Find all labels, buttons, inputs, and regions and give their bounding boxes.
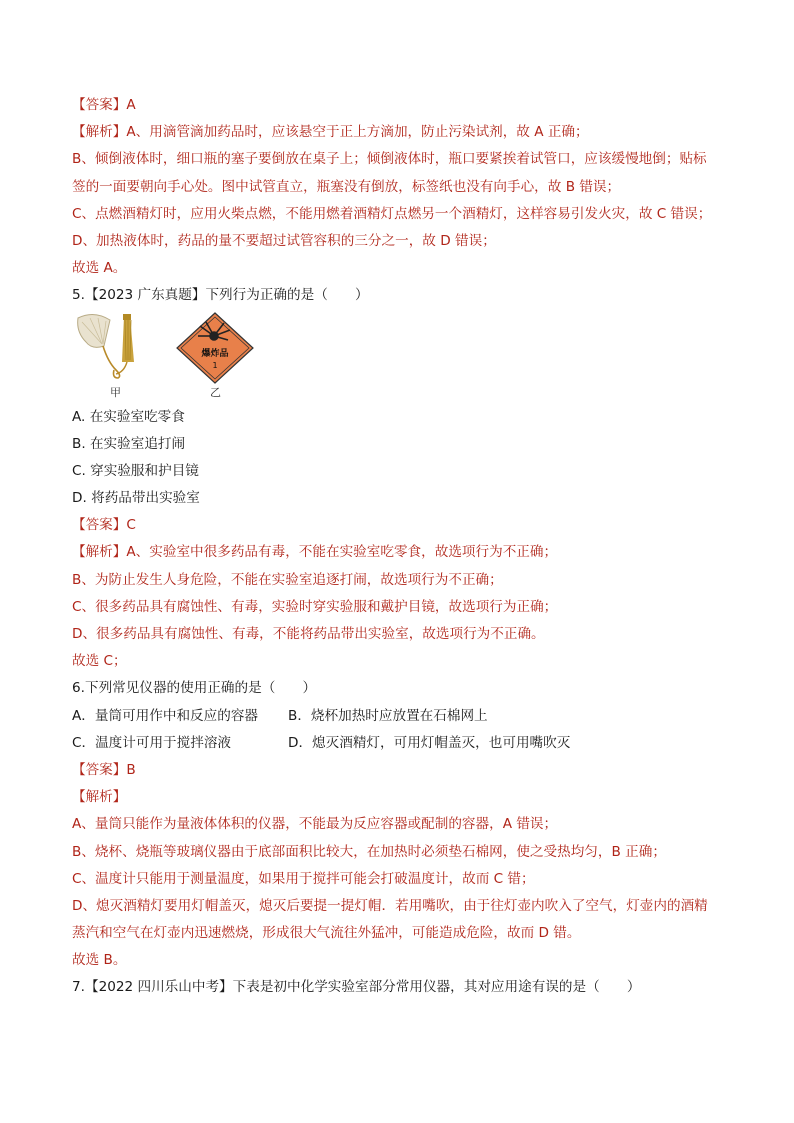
- q4-analysis-line-5: D、加热液体时，药品的量不要超过试管容积的三分之一，故 D 错误；: [72, 232, 496, 249]
- q5-answer: 【答案】C: [72, 517, 136, 534]
- q4-conclusion: 故选 A。: [72, 260, 127, 277]
- q5-analysis-line-3: C、很多药品具有腐蚀性、有毒，实验时穿实验服和戴护目镜，故选项行为正确；: [72, 598, 558, 615]
- q4-answer: 【答案】A: [72, 97, 136, 113]
- q5-analysis-line-2: B、为防止发生人身危险，不能在实验室追逐打闹，故选项行为不正确；: [72, 571, 503, 588]
- q6-options-row-2: [72, 730, 732, 757]
- q5-option-c: C. 穿实验服和护目镜: [72, 462, 199, 479]
- q4-analysis-line-2: B、倾倒液体时，细口瓶的塞子要倒放在桌子上；倾倒液体时，瓶口要紧挨着试管口，应该缓慢地倒；贴标: [72, 151, 707, 168]
- q5-option-a: A. 在实验室吃零食: [72, 408, 185, 425]
- q6-analysis-line-5: 蒸汽和空气在灯壶内迅速燃烧，形成很大气流往外猛冲，可能造成危险，故而 D 错。: [72, 925, 581, 942]
- q4-analysis-label: 【解析】: [72, 124, 127, 141]
- explosive-hazard-sign: [176, 312, 254, 399]
- q5-stem: 5.【2023 广东真题】下列行为正确的是（ ）: [72, 287, 369, 304]
- q6-stem: 6.下列常见仪器的使用正确的是（ ）: [72, 680, 317, 697]
- ginkgo-leaf-icon: [72, 312, 152, 380]
- q6-option-c: C．温度计可用于搅拌溶液: [72, 734, 232, 751]
- q5-analysis-line-1: 【解析】A、实验室中很多药品有毒，不能在实验室吃零食，故选项行为不正确；: [72, 544, 558, 561]
- q4-analysis-line-4: C、点燃酒精灯时，应用火柴点燃，不能用燃着酒精灯点燃另一个酒精灯，这样容易引发火灾，故 C 错误；: [72, 205, 712, 222]
- document-page: [72, 92, 732, 1002]
- hazard-text-line2: 1: [212, 360, 218, 370]
- q7-stem: 7.【2022 四川乐山中考】下表是初中化学实验室部分常用仪器，其对应用途有误的是（ ）: [72, 979, 641, 996]
- q6-analysis-line-3: C、温度计只能用于测量温度，如果用于搅拌可能会打破温度计，故而 C 错；: [72, 870, 535, 887]
- q6-analysis-line-2: B、烧杯、烧瓶等玻璃仪器由于底部面积比较大，在加热时必须垫石棉网，使之受热均匀，B 正确；: [72, 843, 666, 860]
- q5-option-b: B. 在实验室追打闹: [72, 435, 186, 452]
- q6-conclusion: 故选 B。: [72, 952, 127, 969]
- q6-analysis-label: 【解析】: [72, 789, 127, 806]
- q6-option-d: D．熄灭酒精灯，可用灯帽盖灭，也可用嘴吹灭: [288, 734, 571, 751]
- q6-answer: 【答案】B: [72, 761, 136, 778]
- q5-figures: [72, 312, 732, 404]
- q4-analysis-line-3: 签的一面要朝向手心处。图中试管直立，瓶塞没有倒放，标签纸也没有向手心，故 B 错误；: [72, 178, 621, 195]
- q5-analysis-label: 【解析】: [72, 544, 127, 561]
- hazard-text-line1: 爆炸品: [201, 348, 229, 359]
- q6-analysis-line-4: D、熄灭酒精灯要用灯帽盖灭，熄灭后要提一提灯帽．若用嘴吹，由于往灯壶内吹入了空气，灯壶内的酒精: [72, 897, 708, 914]
- figure-label-jia: 甲: [110, 385, 121, 399]
- q6-option-b: B．烧杯加热时应放置在石棉网上: [288, 707, 488, 724]
- explosive-hazard-icon: [176, 312, 254, 384]
- q6-options-row-1: [72, 703, 732, 730]
- q6-option-a: A．量筒可用作中和反应的容器: [72, 707, 259, 724]
- q6-analysis-line-1: A、量筒只能作为量液体体积的仪器，不能最为反应容器或配制的容器，A 错误；: [72, 816, 558, 833]
- figure-label-yi: 乙: [210, 385, 221, 399]
- q5-option-d: D. 将药品带出实验室: [72, 490, 200, 507]
- q4-analysis-line-1: 【解析】A、用滴管滴加药品时，应该悬空于正上方滴加，防止污染试剂，故 A 正确；: [72, 124, 589, 141]
- ginkgo-bookmark-image: [72, 312, 152, 399]
- q5-conclusion: 故选 C；: [72, 653, 127, 670]
- q5-analysis-line-4: D、很多药品具有腐蚀性、有毒，不能将药品带出实验室，故选项行为不正确。: [72, 626, 545, 642]
